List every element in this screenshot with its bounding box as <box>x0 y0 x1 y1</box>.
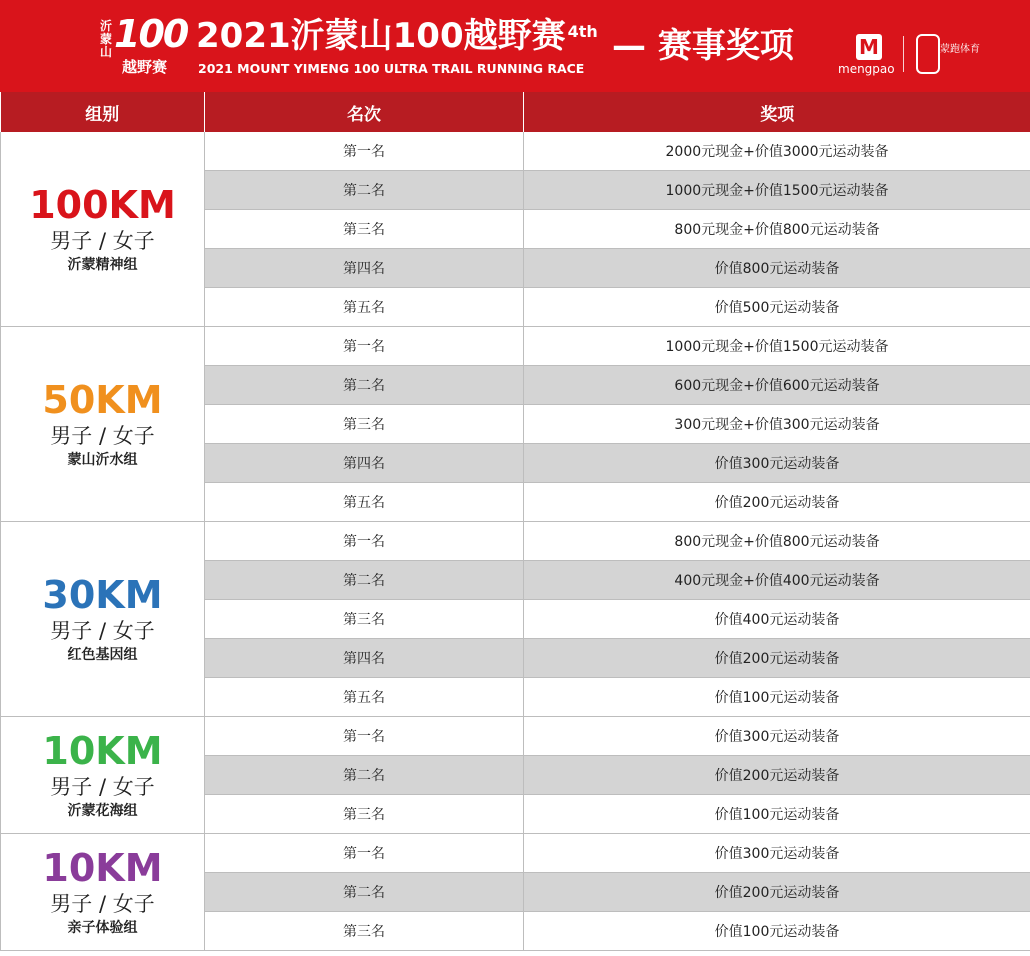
table-row <box>1 834 1030 873</box>
prize-cell: 价值200元运动装备 <box>524 756 1030 795</box>
group-distance: 50KM <box>42 378 163 422</box>
banner <box>0 0 1030 92</box>
rank-cell: 第三名 <box>205 912 524 951</box>
rank-cell: 第五名 <box>205 483 524 522</box>
prize-cell: 价值300元运动装备 <box>524 834 1030 873</box>
prize-cell: 600元现金+价值600元运动装备 <box>524 366 1030 405</box>
prize-cell: 800元现金+价值800元运动装备 <box>524 522 1030 561</box>
race-logo <box>100 12 188 80</box>
rank-cell: 第二名 <box>205 366 524 405</box>
header-prize: 奖项 <box>524 92 1030 132</box>
group-distance: 30KM <box>42 573 163 617</box>
group-distance: 10KM <box>42 846 163 890</box>
prize-cell: 价值100元运动装备 <box>524 678 1030 717</box>
rank-cell: 第一名 <box>205 327 524 366</box>
group-gender: 男子 / 女子 <box>50 424 155 448</box>
rank-cell: 第二名 <box>205 561 524 600</box>
group-cell <box>1 717 205 834</box>
group-gender: 男子 / 女子 <box>50 775 155 799</box>
rank-cell: 第一名 <box>205 522 524 561</box>
group-name: 沂蒙花海组 <box>67 803 138 819</box>
rank-cell: 第一名 <box>205 132 524 171</box>
table-row <box>1 327 1030 366</box>
logo-number: 100 <box>114 12 188 56</box>
title-english: 2021 MOUNT YIMENG 100 ULTRA TRAIL RUNNING RACE <box>198 61 585 76</box>
sponsor-name: mengpao <box>838 62 895 76</box>
table-row <box>1 132 1030 171</box>
mengpao-logo-icon: M <box>856 34 882 60</box>
group-gender: 男子 / 女子 <box>50 619 155 643</box>
prize-cell: 价值200元运动装备 <box>524 483 1030 522</box>
group-cell <box>1 834 205 951</box>
table-header-row <box>1 92 1030 132</box>
rank-cell: 第四名 <box>205 249 524 288</box>
title-edition: 4th <box>567 22 598 41</box>
rank-cell: 第五名 <box>205 678 524 717</box>
rank-cell: 第四名 <box>205 444 524 483</box>
rank-cell: 第三名 <box>205 600 524 639</box>
group-distance: 100KM <box>29 183 176 227</box>
header-group: 组别 <box>1 92 205 132</box>
rank-cell: 第二名 <box>205 171 524 210</box>
prize-cell: 800元现金+价值800元运动装备 <box>524 210 1030 249</box>
logo-vertical-text: 沂蒙山 <box>100 19 113 59</box>
rank-cell: 第三名 <box>205 405 524 444</box>
title-cn: 2021沂蒙山100越野赛 <box>196 16 566 56</box>
prize-cell: 价值500元运动装备 <box>524 288 1030 327</box>
group-cell <box>1 327 205 522</box>
group-gender: 男子 / 女子 <box>50 229 155 253</box>
group-name: 亲子体验组 <box>67 920 138 936</box>
group-cell <box>1 132 205 327</box>
group-name: 红色基因组 <box>67 647 138 663</box>
prize-cell: 价值300元运动装备 <box>524 717 1030 756</box>
prize-cell: 400元现金+价值400元运动装备 <box>524 561 1030 600</box>
seal-logo-icon <box>916 34 940 74</box>
prize-cell: 价值200元运动装备 <box>524 639 1030 678</box>
logo-subtext: 越野赛 <box>122 58 168 76</box>
prize-cell: 2000元现金+价值3000元运动装备 <box>524 132 1030 171</box>
prize-cell: 价值300元运动装备 <box>524 444 1030 483</box>
title-suffix: — 赛事奖项 <box>612 26 794 66</box>
prize-cell: 价值100元运动装备 <box>524 912 1030 951</box>
prize-cell: 价值400元运动装备 <box>524 600 1030 639</box>
rank-cell: 第一名 <box>205 717 524 756</box>
table-row <box>1 522 1030 561</box>
prize-cell: 1000元现金+价值1500元运动装备 <box>524 171 1030 210</box>
prize-cell: 价值100元运动装备 <box>524 795 1030 834</box>
logo-divider <box>903 36 904 72</box>
rank-cell: 第三名 <box>205 795 524 834</box>
group-name: 沂蒙精神组 <box>67 257 138 273</box>
table-body <box>1 132 1030 951</box>
rank-cell: 第三名 <box>205 210 524 249</box>
prize-cell: 1000元现金+价值1500元运动装备 <box>524 327 1030 366</box>
rank-cell: 第二名 <box>205 756 524 795</box>
table-row <box>1 717 1030 756</box>
prize-cell: 300元现金+价值300元运动装备 <box>524 405 1030 444</box>
prize-cell: 价值200元运动装备 <box>524 873 1030 912</box>
header-rank: 名次 <box>205 92 524 132</box>
partner-name: 蒙跑体育 <box>940 44 980 55</box>
prize-table <box>0 92 1030 951</box>
group-distance: 10KM <box>42 729 163 773</box>
prize-cell: 价值800元运动装备 <box>524 249 1030 288</box>
rank-cell: 第一名 <box>205 834 524 873</box>
rank-cell: 第四名 <box>205 639 524 678</box>
page-title <box>196 16 598 56</box>
group-name: 蒙山沂水组 <box>67 452 138 468</box>
rank-cell: 第五名 <box>205 288 524 327</box>
rank-cell: 第二名 <box>205 873 524 912</box>
group-cell <box>1 522 205 717</box>
group-gender: 男子 / 女子 <box>50 892 155 916</box>
